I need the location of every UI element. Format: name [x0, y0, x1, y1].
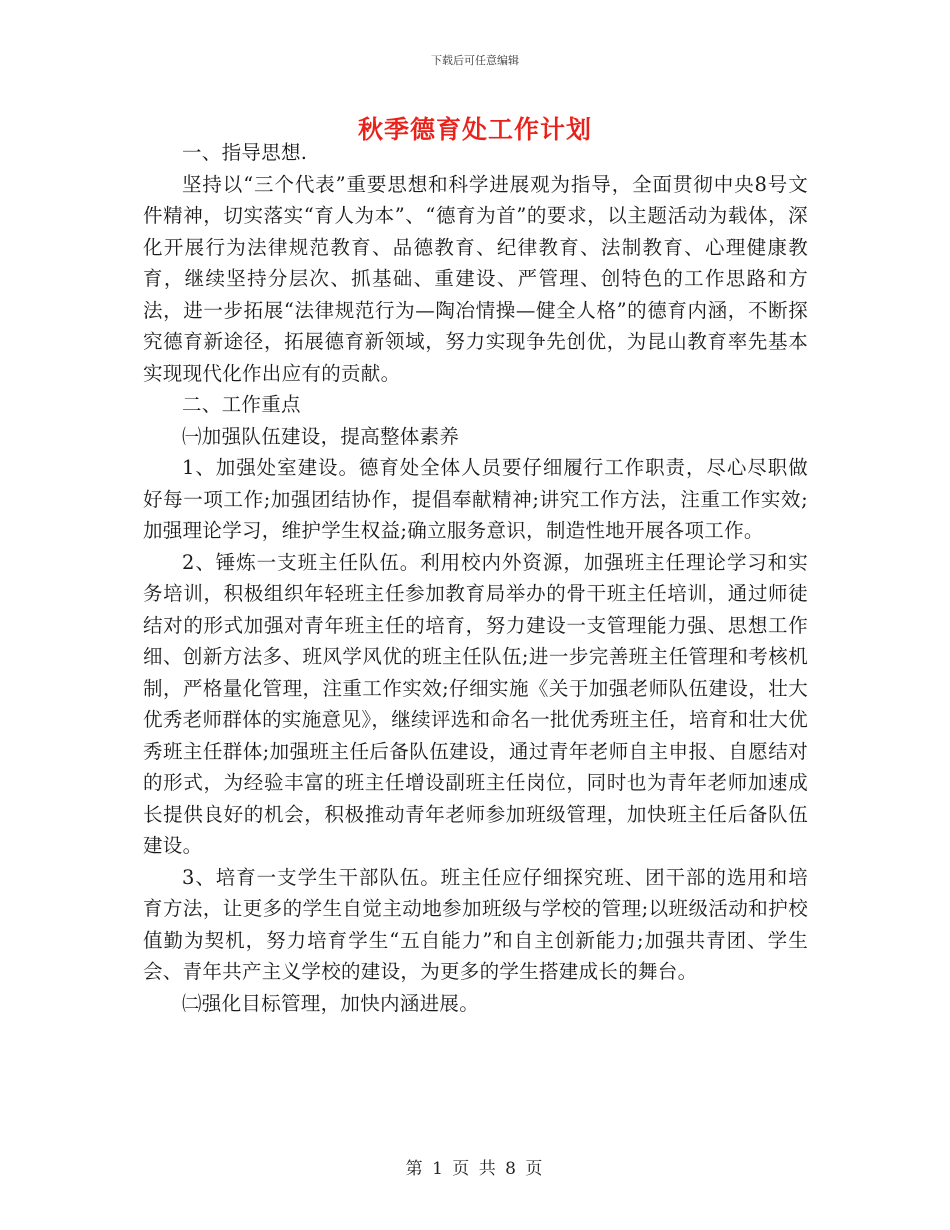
body-paragraph: 坚持以“三个代表”重要思想和科学进展观为指导，全面贯彻中央8号文件精神，切实落实“育人为本”、“德育为首”的要求，以主题活动为载体，深化开展行为法律规范教育、品德教育、纪律教育、法制教育、心理健康教育，继续坚持分层次、抓基础、重建设、严管理、创特色的工作思路和方法，进一步拓展“法律规范行为—陶冶情操—健全人格”的德育内涵，不断探究德育新途径，拓展德育新领域，努力实现争先创优，为昆山教育率先基本实现现代化作出应有的贡献。 — [143, 172, 808, 385]
page-number-footer: 第 1 页 共 8 页 — [405, 1159, 545, 1179]
section-heading-guiding-thought: 一、指导思想. — [182, 141, 308, 164]
section-heading-work-focus: 二、工作重点 — [182, 393, 301, 416]
subsection-heading: ㈡强化目标管理，加快内涵进展。 — [182, 991, 480, 1015]
body-paragraph: 2、锤炼一支班主任队伍。利用校内外资源，加强班主任理论学习和实务培训，积极组织年轻班主任参加教育局举办的骨干班主任培训，通过师徒结对的形式加强对青年班主任的培育，努力建设一支管理能力强、思想工作细、创新方法多、班风学风优的班主任队伍;进一步完善班主任管理和考核机制，严格量化管理，注重工作实效;仔细实施《关于加强老师队伍建设，壮大优秀老师群体的实施意见》，继续评选和命名一批优秀班主任，培育和壮大优秀班主任群体;加强班主任后备队伍建设，通过青年老师自主申报、自愿结对的形式，为经验丰富的班主任增设副班主任岗位，同时也为青年老师加速成长提供良好的机会，积极推动青年老师参加班级管理，加快班主任后备队伍建设。 — [143, 550, 808, 857]
document-body — [143, 137, 808, 1019]
body-paragraph: 3、培育一支学生干部队伍。班主任应仔细探究班、团干部的选用和培育方法，让更多的学生自觉主动地参加班级与学校的管理;以班级活动和护校值勤为契机，努力培育学生“五自能力”和自主创新能力;加强共青团、学生会、青年共产主义学校的建设，为更多的学生搭建成长的舞台。 — [143, 865, 808, 983]
document-title: 秋季德育处工作计划 — [357, 115, 592, 144]
subsection-heading: ㈠加强队伍建设，提高整体素养 — [182, 424, 460, 448]
body-paragraph: 1、加强处室建设。德育处全体人员要仔细履行工作职责，尽心尽职做好每一项工作;加强团结协作，提倡奉献精神;讲究工作方法，注重工作实效;加强理论学习，维护学生权益;确立服务意识，制造性地开展各项工作。 — [143, 456, 808, 542]
header-note: 下载后可任意编辑 — [431, 54, 519, 67]
